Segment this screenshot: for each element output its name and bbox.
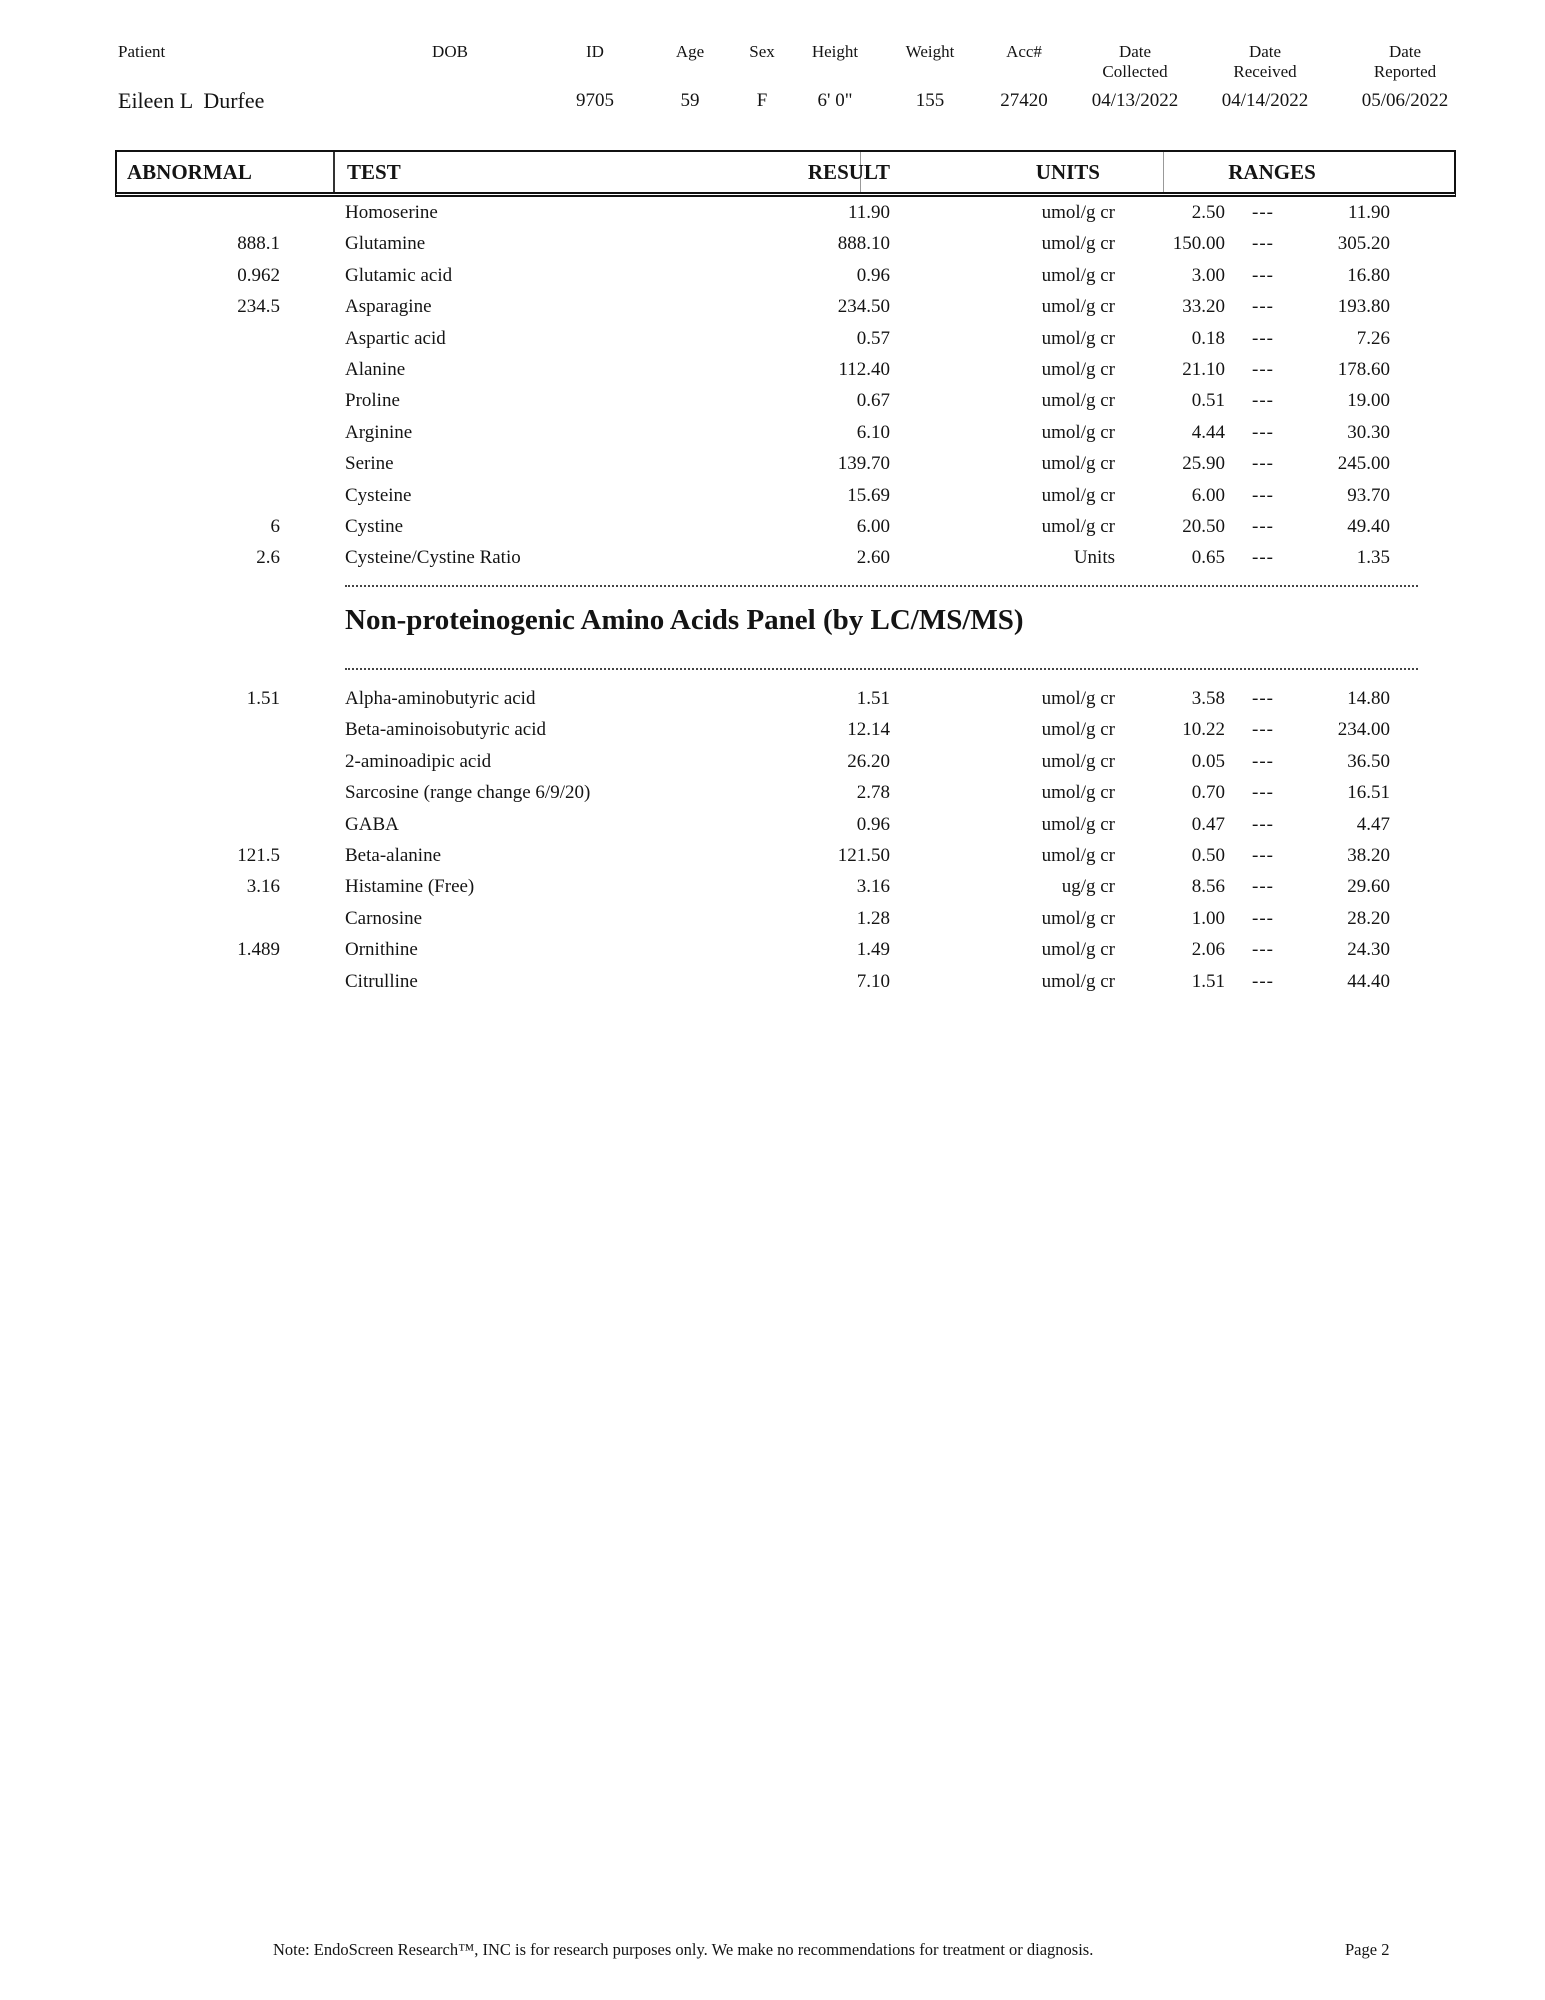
cell-range-low: 0.51 — [1191, 390, 1225, 412]
cell-result: 7.10 — [856, 970, 890, 992]
cell-range-high: 234.00 — [1337, 719, 1390, 741]
cell-units: umol/g cr — [1041, 296, 1115, 318]
dob-label: DOB — [432, 42, 468, 61]
table-row — [115, 809, 1456, 840]
table-row — [115, 777, 1456, 808]
cell-test-name: Arginine — [345, 421, 413, 443]
acc-label: Acc# — [1006, 42, 1042, 61]
cell-units: umol/g cr — [1041, 688, 1115, 709]
abnormal-column-header: ABNORMAL — [127, 160, 252, 184]
cell-test-name: Cysteine/Cystine Ratio — [345, 547, 521, 569]
cell-range-separator: --- — [1252, 876, 1274, 898]
cell-test-name: Carnosine — [345, 907, 423, 929]
patient-column — [118, 42, 378, 113]
date-received-column — [1210, 42, 1320, 111]
cell-units: umol/g cr — [1041, 390, 1115, 412]
cell-test-name: Citrulline — [345, 970, 418, 992]
cell-range-high: 7.26 — [1356, 327, 1390, 349]
date-received-label: Date Received — [1233, 42, 1297, 81]
cell-units: umol/g cr — [1041, 907, 1115, 929]
cell-range-high: 178.60 — [1337, 358, 1390, 380]
table-row — [115, 966, 1456, 997]
amino-acids-rows — [115, 197, 1456, 574]
ranges-column-header: RANGES — [1228, 160, 1316, 184]
cell-units: ug/g cr — [1061, 876, 1115, 898]
cell-test-name: Histamine (Free) — [345, 876, 475, 898]
table-row — [115, 228, 1456, 259]
date-reported-label: Date Reported — [1373, 42, 1437, 81]
cell-range-low: 3.00 — [1191, 264, 1225, 286]
table-row — [115, 746, 1456, 777]
cell-result: 112.40 — [838, 358, 890, 380]
table-row — [115, 291, 1456, 322]
cell-range-high: 11.90 — [1347, 202, 1390, 223]
cell-range-high: 28.20 — [1347, 907, 1390, 929]
cell-range-low: 0.70 — [1191, 782, 1225, 804]
cell-test-name: Cysteine — [345, 484, 412, 506]
cell-result: 1.49 — [856, 939, 890, 961]
cell-range-high: 49.40 — [1347, 515, 1390, 537]
cell-test-name: Serine — [345, 453, 394, 475]
date-collected-column — [1080, 42, 1190, 111]
cell-test-name: Alanine — [345, 358, 406, 380]
cell-range-high: 16.80 — [1347, 264, 1390, 286]
height-value: 6' 0" — [817, 90, 853, 111]
table-row — [115, 197, 1456, 228]
non-proteinogenic-rows — [115, 683, 1456, 997]
dob-column — [400, 42, 500, 62]
date-received-value: 04/14/2022 — [1221, 90, 1309, 111]
cell-result: 1.28 — [856, 907, 890, 929]
cell-range-separator: --- — [1252, 453, 1274, 475]
cell-range-high: 16.51 — [1347, 782, 1390, 804]
result-column-header: RESULT — [807, 160, 890, 184]
cell-units: umol/g cr — [1041, 327, 1115, 349]
cell-result: 6.00 — [856, 515, 890, 537]
cell-range-high: 44.40 — [1347, 970, 1390, 992]
table-row — [115, 448, 1456, 479]
table-row — [115, 683, 1456, 714]
table-row — [115, 417, 1456, 448]
section-title: Non-proteinogenic Amino Acids Panel (by LC/MS/MS) — [345, 604, 1024, 636]
weight-column — [880, 42, 980, 111]
cell-test-name: Cystine — [345, 515, 404, 537]
cell-range-high: 193.80 — [1337, 296, 1390, 318]
table-row — [115, 323, 1456, 354]
cell-range-low: 1.00 — [1191, 907, 1225, 929]
table-row — [115, 511, 1456, 542]
cell-range-separator: --- — [1252, 750, 1274, 772]
cell-units: umol/g cr — [1041, 939, 1115, 961]
cell-abnormal: 6 — [270, 515, 280, 537]
date-collected-label: Date Collected — [1102, 42, 1168, 81]
cell-range-low: 4.44 — [1191, 421, 1225, 443]
table-row — [115, 354, 1456, 385]
cell-range-separator: --- — [1252, 202, 1274, 223]
cell-range-low: 0.18 — [1191, 327, 1225, 349]
acc-value: 27420 — [1000, 90, 1048, 111]
cell-range-high: 24.30 — [1347, 939, 1390, 961]
cell-range-low: 0.47 — [1191, 813, 1225, 835]
cell-units: umol/g cr — [1041, 264, 1115, 286]
cell-result: 12.14 — [847, 719, 890, 741]
cell-range-separator: --- — [1252, 421, 1274, 443]
age-label: Age — [675, 42, 705, 61]
dashed-separator — [345, 668, 1418, 670]
patient-label: Patient — [118, 42, 166, 61]
cell-range-low: 2.06 — [1191, 939, 1225, 961]
date-collected-value: 04/13/2022 — [1091, 90, 1179, 111]
height-column — [785, 42, 885, 111]
table-row — [115, 480, 1456, 511]
cell-range-low: 21.10 — [1182, 358, 1225, 380]
cell-abnormal: 0.962 — [237, 264, 280, 286]
table-row — [115, 542, 1456, 573]
cell-result: 0.57 — [856, 327, 890, 349]
cell-units: umol/g cr — [1041, 515, 1115, 537]
cell-range-low: 33.20 — [1182, 296, 1225, 318]
cell-test-name: Ornithine — [345, 939, 418, 961]
cell-result: 0.96 — [856, 813, 890, 835]
test-column-header: TEST — [347, 160, 401, 184]
table-row — [115, 903, 1456, 934]
cell-units: umol/g cr — [1041, 970, 1115, 992]
cell-range-low: 20.50 — [1182, 515, 1225, 537]
cell-test-name: Beta-aminoisobutyric acid — [345, 719, 547, 741]
units-column-header: UNITS — [1035, 160, 1100, 184]
cell-range-separator: --- — [1252, 547, 1274, 569]
cell-range-high: 29.60 — [1347, 876, 1390, 898]
patient-name: Eileen L Durfee — [118, 88, 265, 113]
cell-abnormal: 888.1 — [237, 233, 280, 255]
id-value: 9705 — [576, 90, 614, 111]
cell-units: umol/g cr — [1041, 233, 1115, 255]
cell-range-separator: --- — [1252, 813, 1274, 835]
cell-result: 11.90 — [847, 202, 890, 223]
table-row — [115, 934, 1456, 965]
sex-value: F — [756, 90, 768, 111]
acc-column — [974, 42, 1074, 111]
cell-range-low: 1.51 — [1191, 970, 1225, 992]
id-column — [550, 42, 640, 111]
cell-test-name: Proline — [345, 390, 400, 412]
cell-result: 121.50 — [837, 844, 890, 866]
cell-result: 6.10 — [856, 421, 890, 443]
cell-result: 3.16 — [856, 876, 890, 898]
cell-test-name: Sarcosine (range change 6/9/20) — [345, 782, 591, 804]
cell-result: 1.51 — [856, 688, 890, 709]
age-column — [648, 42, 732, 111]
cell-abnormal: 121.5 — [237, 844, 280, 866]
cell-test-name: Glutamine — [345, 233, 426, 255]
cell-range-separator: --- — [1252, 390, 1274, 412]
cell-range-high: 93.70 — [1347, 484, 1390, 506]
results-table-header — [115, 150, 1456, 197]
cell-range-low: 10.22 — [1182, 719, 1225, 741]
table-row — [115, 871, 1456, 902]
patient-header — [0, 42, 1545, 122]
age-value: 59 — [680, 90, 700, 111]
cell-result: 26.20 — [847, 750, 890, 772]
cell-range-separator: --- — [1252, 719, 1274, 741]
cell-range-separator: --- — [1252, 844, 1274, 866]
cell-range-separator: --- — [1252, 484, 1274, 506]
cell-range-separator: --- — [1252, 907, 1274, 929]
cell-test-name: Asparagine — [345, 296, 432, 318]
cell-range-high: 14.80 — [1347, 688, 1390, 709]
weight-label: Weight — [905, 42, 955, 61]
cell-range-separator: --- — [1252, 515, 1274, 537]
cell-units: umol/g cr — [1041, 813, 1115, 835]
cell-test-name: Beta-alanine — [345, 844, 442, 866]
table-row — [115, 840, 1456, 871]
cell-units: umol/g cr — [1041, 484, 1115, 506]
cell-range-high: 1.35 — [1356, 547, 1390, 569]
cell-range-separator: --- — [1252, 358, 1274, 380]
cell-range-high: 19.00 — [1347, 390, 1390, 412]
cell-abnormal: 3.16 — [246, 876, 280, 898]
cell-units: umol/g cr — [1041, 202, 1115, 223]
cell-range-low: 0.65 — [1191, 547, 1225, 569]
cell-result: 0.96 — [856, 264, 890, 286]
cell-test-name: Homoserine — [345, 202, 438, 223]
cell-range-separator: --- — [1252, 264, 1274, 286]
cell-result: 0.67 — [856, 390, 890, 412]
cell-range-separator: --- — [1252, 939, 1274, 961]
cell-test-name: Alpha-aminobutyric acid — [345, 688, 536, 709]
id-label: ID — [586, 42, 604, 61]
header-divider — [333, 152, 335, 192]
cell-units: umol/g cr — [1041, 782, 1115, 804]
cell-result: 2.60 — [856, 547, 890, 569]
cell-result: 234.50 — [837, 296, 890, 318]
cell-range-high: 30.30 — [1347, 421, 1390, 443]
cell-range-high: 245.00 — [1337, 453, 1390, 475]
cell-test-name: 2-aminoadipic acid — [345, 750, 492, 772]
cell-units: umol/g cr — [1041, 750, 1115, 772]
cell-test-name: Aspartic acid — [345, 327, 446, 349]
page-number: Page 2 — [1345, 1940, 1390, 1959]
table-row — [115, 260, 1456, 291]
cell-test-name: GABA — [345, 813, 399, 835]
cell-range-separator: --- — [1252, 296, 1274, 318]
date-reported-column — [1350, 42, 1460, 111]
cell-abnormal: 234.5 — [237, 296, 280, 318]
table-row — [115, 714, 1456, 745]
cell-range-separator: --- — [1252, 782, 1274, 804]
cell-range-low: 2.50 — [1191, 202, 1225, 223]
cell-range-high: 4.47 — [1356, 813, 1390, 835]
cell-range-low: 150.00 — [1172, 233, 1225, 255]
cell-units: umol/g cr — [1041, 358, 1115, 380]
cell-result: 15.69 — [847, 484, 890, 506]
cell-result: 888.10 — [837, 233, 890, 255]
cell-range-high: 305.20 — [1337, 233, 1390, 255]
cell-range-separator: --- — [1252, 688, 1274, 709]
cell-range-low: 0.50 — [1191, 844, 1225, 866]
cell-units: umol/g cr — [1041, 453, 1115, 475]
table-row — [115, 385, 1456, 416]
cell-range-low: 8.56 — [1191, 876, 1225, 898]
cell-result: 2.78 — [856, 782, 890, 804]
cell-units: umol/g cr — [1041, 844, 1115, 866]
cell-result: 139.70 — [837, 453, 890, 475]
footer-note: Note: EndoScreen Research™, INC is for research purposes only. We make no recommendations for treatment or diagnosis. — [273, 1940, 1094, 1959]
cell-range-high: 38.20 — [1347, 844, 1390, 866]
sex-label: Sex — [749, 42, 775, 61]
cell-abnormal: 1.51 — [246, 688, 280, 709]
cell-range-low: 3.58 — [1191, 688, 1225, 709]
height-label: Height — [811, 42, 859, 61]
cell-units: umol/g cr — [1041, 421, 1115, 443]
cell-range-low: 6.00 — [1191, 484, 1225, 506]
cell-range-low: 0.05 — [1191, 750, 1225, 772]
cell-abnormal: 2.6 — [256, 547, 280, 569]
weight-value: 155 — [915, 90, 945, 111]
dashed-separator — [345, 585, 1418, 587]
cell-abnormal: 1.489 — [237, 939, 280, 961]
cell-range-low: 25.90 — [1182, 453, 1225, 475]
cell-units: Units — [1073, 547, 1115, 569]
cell-range-separator: --- — [1252, 327, 1274, 349]
date-reported-value: 05/06/2022 — [1361, 90, 1449, 111]
cell-range-separator: --- — [1252, 970, 1274, 992]
cell-range-separator: --- — [1252, 233, 1274, 255]
cell-range-high: 36.50 — [1347, 750, 1390, 772]
cell-test-name: Glutamic acid — [345, 264, 453, 286]
cell-units: umol/g cr — [1041, 719, 1115, 741]
